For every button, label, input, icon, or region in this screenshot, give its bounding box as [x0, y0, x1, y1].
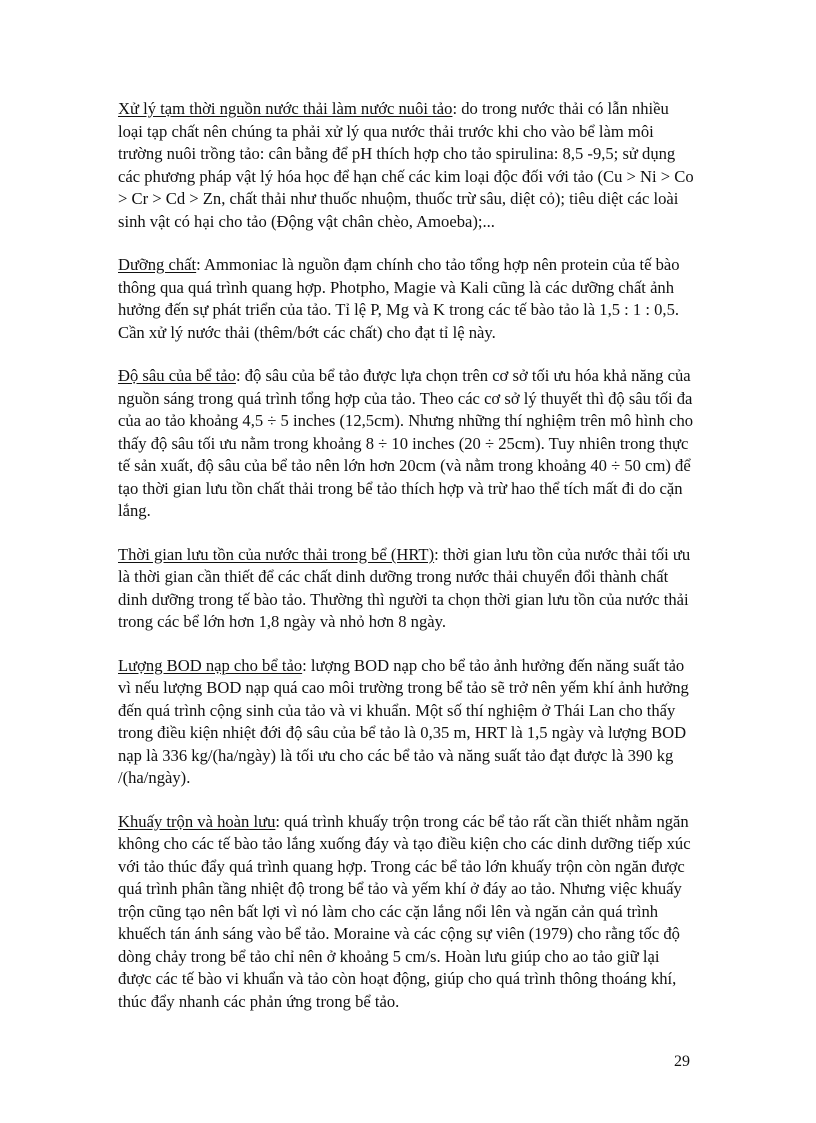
paragraph-text: : độ sâu của bể tảo được lựa chọn trên cơ sở tối ưu hóa khả năng của nguồn sáng trong quá trình tổng hợp của tảo. Theo các cơ sở lý thuyết thì độ sâu tối đa của ao tảo khoảng 4,5 ÷ 5 inches (12,5cm). Nhưng những thí nghiệm trên mô hình cho thấy độ sâu tối ưu nằm trong khoảng 8 ÷ 10 inches (20 ÷ 25cm). Tuy nhiên trong thực tế sản xuất, độ sâu của bể tảo nên lớn hơn 20cm (và nằm trong khoảng 40 ÷ 50 cm) để tạo thời gian lưu tồn chất thải trong bể tảo thích hợp và trừ hao thể tích mất đi do cặn lắng. [118, 366, 694, 520]
paragraph-text: : Ammoniac là nguồn đạm chính cho tảo tổng hợp nên protein của tế bào thông qua quá trình quang hợp. Photpho, Magie và Kali cũng là các dưỡng chất ảnh hưởng đến sự phát triển của tảo. Tỉ lệ P, Mg và K trong các tế bào tảo là 1,5 : 1 : 0,5. Cần xử lý nước thải (thêm/bớt các chất) cho đạt tỉ lệ này. [118, 255, 680, 342]
paragraph-text: : quá trình khuấy trộn trong các bể tảo rất cần thiết nhằm ngăn không cho các tế bào tảo lắng xuống đáy và tạo điều kiện cho các dinh dưỡng tiếp xúc với tảo thúc đẩy quá trình quang hợp. Trong các bể tảo lớn khuấy trộn còn ngăn được quá trình phân tầng nhiệt độ trong bể tảo và yếm khí ở đáy ao tảo. Nhưng việc khuấy trộn cũng tạo nên bất lợi vì nó làm cho các cặn lắng nổi lên và ngăn cản quá trình khuếch tán ánh sáng vào bể tảo. Moraine và các cộng sự viên (1979) cho rằng tốc độ dòng chảy trong bể tảo chỉ nên ở khoảng 5 cm/s. Hoàn lưu giúp cho ao tảo giữ lại được các tế bào vi khuẩn và tảo còn hoạt động, giúp cho quá trình thông thoáng khí, thúc đẩy nhanh các phản ứng trong bể tảo. [118, 811, 691, 1011]
page-number: 29 [674, 1053, 690, 1070]
paragraph-heading: Lượng BOD nạp cho bể tảo [118, 655, 303, 675]
paragraph-text: : do trong nước thải có lẫn nhiều loại tạp chất nên chúng ta phải xử lý qua nước thải trước khi cho vào bể làm môi trường nuôi trồng tảo: cân bằng để pH thích hợp cho tảo spirulina: 8,5 -9,5; sử dụng các phương pháp vật lý hóa học để hạn chế các kim loại độc đối với tảo (Cu > Ni > Co > Cr > Cd > Zn, chất thải như thuốc nhuộm, thuốc trừ sâu, diệt cỏ); tiêu diệt các loài sinh vật có hại cho tảo (Động vật chân chèo, Amoeba);... [118, 99, 694, 231]
paragraph-mixing-recirculation [118, 811, 696, 1014]
paragraph-nutrients [118, 254, 696, 344]
paragraph-heading: Dưỡng chất [118, 255, 197, 274]
paragraph-text: : lượng BOD nạp cho bể tảo ảnh hưởng đến năng suất tảo vì nếu lượng BOD nạp quá cao môi trường trong bể tảo sẽ trở nên yếm khí ảnh hưởng đến quá trình cộng sinh của tảo và vi khuẩn. Một số thí nghiệm ở Thái Lan cho thấy trong điều kiện nhiệt đới độ sâu của bể tảo là 0,35 m, HRT là 1,5 ngày và lượng BOD nạp là 336 kg/(ha/ngày) là tối ưu cho các bể tảo và năng suất tảo đạt được là 390 kg /(ha/ngày). [118, 655, 689, 787]
paragraph-bod-loading [118, 655, 696, 790]
paragraph-heading: Xử lý tạm thời nguồn nước thải làm nước nuôi tảo [118, 99, 453, 118]
document-body [118, 98, 696, 1034]
paragraph-heading: Độ sâu của bể tảo [118, 366, 236, 385]
paragraph-water-pretreatment [118, 98, 696, 233]
paragraph-heading: Thời gian lưu tồn của nước thải trong bể (HRT) [118, 544, 435, 564]
paragraph-pond-depth [118, 365, 696, 523]
paragraph-heading: Khuấy trộn và hoàn lưu [118, 811, 276, 831]
paragraph-text: : thời gian lưu tồn của nước thải tối ưu là thời gian cần thiết để các chất dinh dưỡng trong nước thải chuyển đổi thành chất dinh dưỡng trong tế bào tảo. Thường thì người ta chọn thời gian lưu tồn của nước thải trong các bể lớn hơn 1,8 ngày và nhỏ hơn 8 ngày. [118, 544, 691, 631]
paragraph-retention-time [118, 544, 696, 634]
